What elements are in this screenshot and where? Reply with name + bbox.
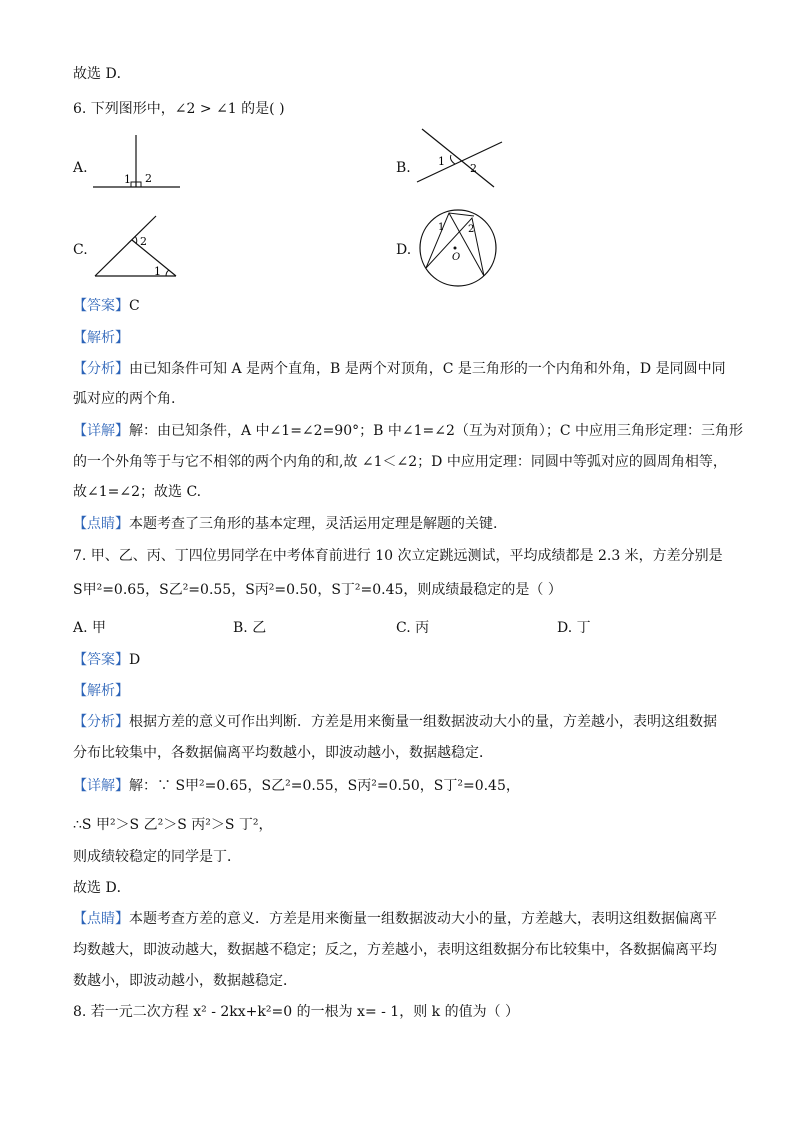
svg-text:2: 2 xyxy=(468,224,475,235)
option-7-b: B. 乙 xyxy=(233,620,267,636)
svg-text:1: 1 xyxy=(154,265,161,278)
option-d-label: D. xyxy=(396,242,412,258)
question-8: 8. 若一元二次方程 x² - 2kx+k²=0 的一根为 x= - 1，则 k 的值为（ ） xyxy=(73,1004,520,1020)
figure-a xyxy=(90,130,185,196)
note-7-line: 数越小，即波动越小，数据越稳定． xyxy=(73,973,297,989)
detail-7-line: 则成绩较稳定的同学是丁． xyxy=(73,849,241,865)
detail-7-line: ∴S 甲²＞S 乙²＞S 丙²＞S 丁²， xyxy=(73,817,273,833)
option-7-d: D. 丁 xyxy=(557,620,591,636)
analysis-6-line: 【分析】由已知条件可知 A 是两个直角，B 是两个对顶角，C 是三角形的一个内角和外角，D 是同圆中同 xyxy=(73,361,726,377)
svg-text:1: 1 xyxy=(438,155,445,168)
analysis-7-line: 【分析】根据方差的意义可作出判断．方差是用来衡量一组数据波动大小的量，方差越小，表明这组数据 xyxy=(73,714,717,730)
option-a-label: A. xyxy=(73,160,88,176)
svg-text:2: 2 xyxy=(145,172,152,185)
svg-text:2: 2 xyxy=(140,235,147,248)
option-7-c: C. 丙 xyxy=(396,620,430,636)
option-b-label: B. xyxy=(396,160,411,176)
answer-7: 【答案】D xyxy=(73,652,141,668)
svg-text:O: O xyxy=(452,252,461,263)
text-line: 故选 D． xyxy=(73,66,131,82)
svg-text:1: 1 xyxy=(124,173,131,186)
analysis-6-line: 弧对应的两个角. xyxy=(73,391,176,407)
detail-6-line: 【详解】解：由已知条件，A 中∠1=∠2=90°；B 中∠1=∠2（互为对顶角）；C 中应用三角形定理：三角形 xyxy=(73,423,744,439)
analysis-7-line: 分布比较集中，各数据偏离平均数越小，即波动越小，数据越稳定． xyxy=(73,745,493,761)
figure-c xyxy=(90,212,185,284)
detail-6-line: 故∠1=∠2；故选 C. xyxy=(73,484,202,500)
question-7-line: 7. 甲、乙、丙、丁四位男同学在中考体育前进行 10 次立定跳远测试，平均成绩都是 2.3 米，方差分别是 xyxy=(73,548,723,564)
answer-6: 【答案】C xyxy=(73,298,140,314)
note-7-line: 【点睛】本题考查方差的意义．方差是用来衡量一组数据波动大小的量，方差越大，表明这组数据偏离平 xyxy=(73,911,717,927)
analysis-heading-7: 【解析】 xyxy=(73,683,129,699)
detail-7-line: 【详解】解：∵ S甲²=0.65，S乙²=0.55，S丙²=0.50，S丁²=0.45， xyxy=(73,778,520,794)
svg-text:1: 1 xyxy=(438,222,445,233)
detail-7-line: 故选 D． xyxy=(73,880,131,896)
svg-text:2: 2 xyxy=(470,162,477,175)
analysis-heading-6: 【解析】 xyxy=(73,330,129,346)
figure-d xyxy=(416,206,500,294)
note-6: 【点睛】本题考查了三角形的基本定理，灵活运用定理是解题的关键. xyxy=(73,516,498,532)
note-7-line: 均数越大，即波动越大，数据越不稳定；反之，方差越小，表明这组数据分布比较集中，各数据偏离平均 xyxy=(73,942,717,958)
figure-b xyxy=(414,124,506,194)
detail-6-line: 的一个外角等于与它不相邻的两个内角的和,故 ∠1＜∠2；D 中应用定理：同圆中等弧对应的圆周角相等， xyxy=(73,454,727,470)
question-6: 6. 下列图形中，∠2 > ∠1 的是( ) xyxy=(73,101,285,117)
option-7-a: A. 甲 xyxy=(73,620,107,636)
option-c-label: C. xyxy=(73,242,88,258)
question-7-line: S甲²=0.65，S乙²=0.55，S丙²=0.50，S丁²=0.45，则成绩最稳定的是（ ） xyxy=(73,582,562,598)
